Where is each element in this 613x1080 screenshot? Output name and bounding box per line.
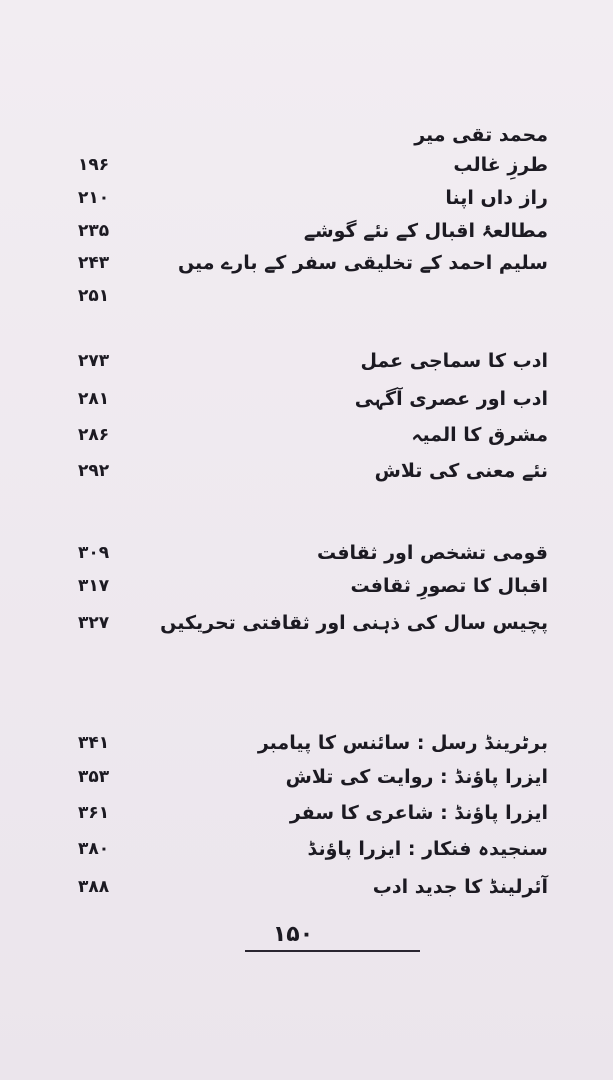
entry-title: قومی تشخص اور ثقافت bbox=[316, 542, 548, 564]
toc-entry bbox=[60, 148, 550, 182]
page-number: ۲۸۶ bbox=[78, 425, 110, 445]
entry-title: پچیس سال کی ذہنی اور ثقافتی تحریکیں bbox=[160, 612, 548, 634]
page-number: ۲۹۲ bbox=[78, 461, 110, 481]
page-number: ۲۵۱ bbox=[78, 286, 110, 306]
toc-entry bbox=[60, 454, 550, 488]
entry-title: ادب کا سماجی عمل bbox=[360, 350, 548, 372]
page-number: ۲۱۰ bbox=[78, 188, 110, 208]
entry-title: مطالعۂ اقبال کے نئے گوشے bbox=[303, 220, 548, 242]
toc-entry bbox=[60, 606, 550, 640]
toc-entry bbox=[60, 796, 550, 830]
page-number: ۳۲۷ bbox=[78, 613, 110, 633]
toc-entry bbox=[60, 832, 550, 866]
toc-entry bbox=[60, 279, 550, 313]
entry-title: سنجیدہ فنکار : ایزرا پاؤنڈ bbox=[307, 838, 548, 860]
page-number: ۳۴۱ bbox=[78, 733, 110, 753]
page-number: ۳۶۱ bbox=[78, 803, 110, 823]
toc-entry bbox=[60, 118, 550, 152]
page-number: ۳۱۷ bbox=[78, 576, 110, 596]
page-number: ۳۸۸ bbox=[78, 877, 110, 897]
toc-entry bbox=[60, 870, 550, 904]
page-number: ۲۳۵ bbox=[78, 221, 110, 241]
entry-title: ادب اور عصری آگہی bbox=[354, 388, 548, 410]
toc-entry bbox=[60, 382, 550, 416]
entry-title: سلیم احمد کے تخلیقی سفر کے بارے میں bbox=[177, 252, 548, 274]
footer-page-mark: ۱۵۰ bbox=[272, 922, 314, 947]
entry-title: محمد تقی میر bbox=[414, 124, 548, 146]
toc-entry bbox=[60, 181, 550, 215]
entry-title: برٹرینڈ رسل : سائنس کا پیامبر bbox=[257, 732, 548, 754]
entry-title: اقبال کا تصورِ ثقافت bbox=[350, 575, 548, 597]
page-number: ۳۰۹ bbox=[78, 543, 110, 563]
footer-rule bbox=[245, 950, 420, 952]
entry-title: طرزِ غالب bbox=[453, 154, 548, 176]
toc-entry bbox=[60, 418, 550, 452]
toc-entry bbox=[60, 246, 550, 280]
page-number: ۳۵۳ bbox=[78, 767, 110, 787]
toc-entry bbox=[60, 214, 550, 248]
entry-title: ایزرا پاؤنڈ : شاعری کا سفر bbox=[289, 802, 548, 824]
page-number: ۲۸۱ bbox=[78, 389, 110, 409]
page-number: ۲۷۳ bbox=[78, 351, 110, 371]
page-number: ۳۸۰ bbox=[78, 839, 110, 859]
toc-entry bbox=[60, 760, 550, 794]
page-number: ۲۴۳ bbox=[78, 253, 110, 273]
entry-title: نئے معنی کی تلاش bbox=[374, 460, 548, 482]
toc-entry bbox=[60, 569, 550, 603]
toc-entry bbox=[60, 726, 550, 760]
page-number: ۱۹۶ bbox=[78, 155, 110, 175]
entry-title: راز داں اپنا bbox=[445, 187, 548, 209]
toc-entry bbox=[60, 344, 550, 378]
toc-entry bbox=[60, 536, 550, 570]
entry-title: مشرق کا المیہ bbox=[411, 424, 548, 446]
entry-title: ایزرا پاؤنڈ : روایت کی تلاش bbox=[285, 766, 548, 788]
entry-title: آئرلینڈ کا جدید ادب bbox=[372, 876, 548, 898]
